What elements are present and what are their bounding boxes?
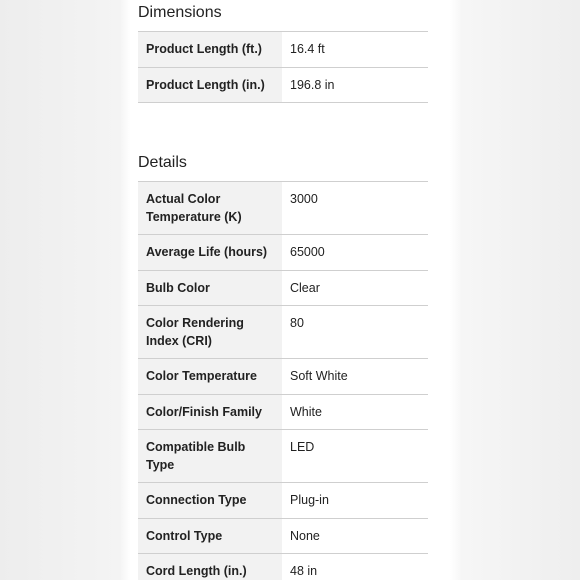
table-row — [138, 67, 428, 103]
spec-label: Actual Color Temperature (K) — [138, 182, 282, 235]
section-title-dimensions: Dimensions — [138, 4, 222, 21]
spec-value: 196.8 in — [282, 67, 428, 103]
spec-label: Control Type — [138, 518, 282, 554]
spec-label: Color Temperature — [138, 359, 282, 395]
details-table — [138, 181, 428, 580]
spec-label: Cord Length (in.) — [138, 554, 282, 580]
table-row — [138, 32, 428, 68]
spec-value: None — [282, 518, 428, 554]
spec-label: Product Length (ft.) — [138, 32, 282, 68]
spec-value: White — [282, 394, 428, 430]
table-row — [138, 483, 428, 519]
spec-label: Compatible Bulb Type — [138, 430, 282, 483]
table-row — [138, 270, 428, 306]
spec-value: 3000 — [282, 182, 428, 235]
spec-value: Clear — [282, 270, 428, 306]
spec-value: Soft White — [282, 359, 428, 395]
spec-value: 80 — [282, 306, 428, 359]
table-row — [138, 518, 428, 554]
spec-label: Color Rendering Index (CRI) — [138, 306, 282, 359]
spec-label: Connection Type — [138, 483, 282, 519]
table-row — [138, 359, 428, 395]
table-row — [138, 306, 428, 359]
spec-label: Product Length (in.) — [138, 67, 282, 103]
table-row — [138, 430, 428, 483]
table-row — [138, 394, 428, 430]
table-row — [138, 235, 428, 271]
spec-value: LED — [282, 430, 428, 483]
table-row — [138, 182, 428, 235]
spec-value: 48 in — [282, 554, 428, 580]
spec-value: 65000 — [282, 235, 428, 271]
table-row — [138, 554, 428, 580]
spec-label: Average Life (hours) — [138, 235, 282, 271]
spec-value: Plug-in — [282, 483, 428, 519]
spec-label: Bulb Color — [138, 270, 282, 306]
dimensions-table — [138, 31, 428, 103]
section-title-details: Details — [138, 154, 187, 171]
spec-value: 16.4 ft — [282, 32, 428, 68]
spec-label: Color/Finish Family — [138, 394, 282, 430]
